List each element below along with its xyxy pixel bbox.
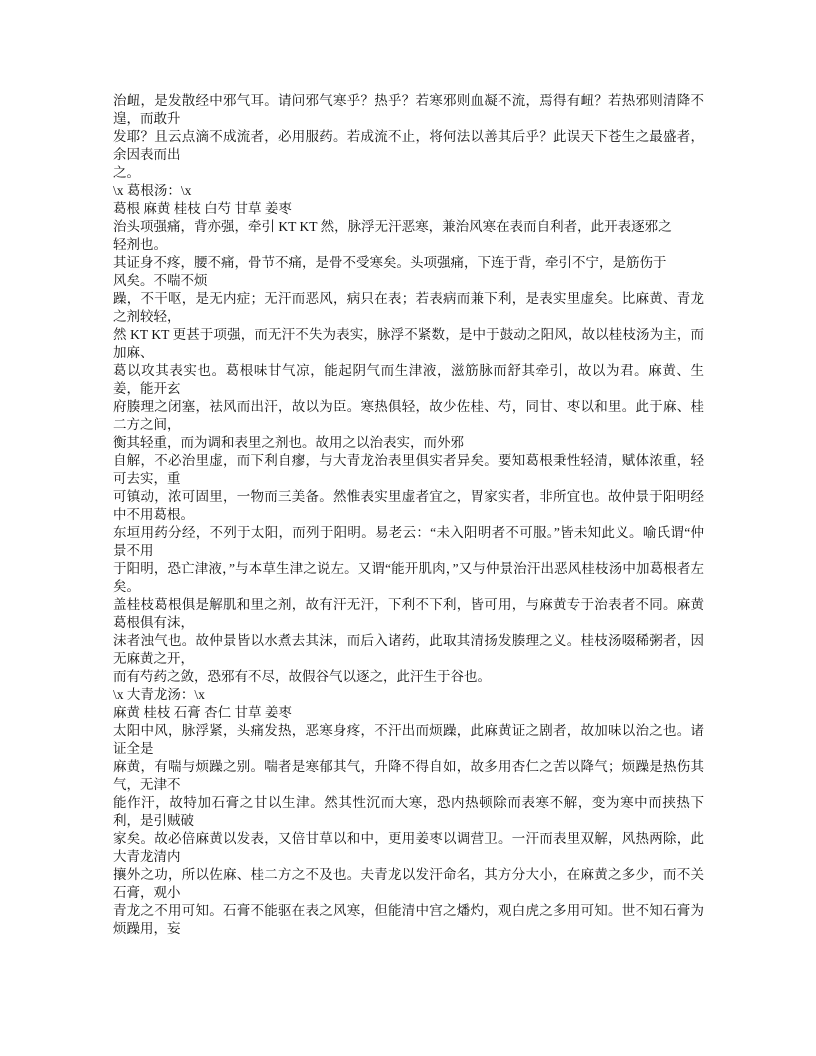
text-line: 之。	[113, 165, 140, 180]
da-qinglong-tang-header: \x 大青龙汤：\x	[113, 687, 205, 702]
text-line: 家矣。故必倍麻黄以发表，又倍甘草以和中，更用姜枣以调营卫。一汗而表里双解，风热两除，此大青龙清内	[113, 831, 704, 864]
text-line: 躁，不干呕，是无内症；无汗而恶风，病只在表；若表病而兼下利，是表实里虚矣。比麻黄、青龙之剂较轻，	[113, 291, 704, 324]
da-qinglong-tang-ingredients: 麻黄 桂枝 石膏 杏仁 甘草 姜枣	[113, 705, 292, 720]
text-line: 而有芍药之敛，恐邪有不尽，故假谷气以逐之，此汗生于谷也。	[113, 669, 491, 684]
text-line: 沫者浊气也。故仲景皆以水煮去其沫，而后入诸药，此取其清扬发腠理之义。桂枝汤啜稀粥者，因无麻黄之开，	[113, 633, 704, 666]
text-line: 衡其轻重，而为调和表里之剂也。故用之以治表实，而外邪	[113, 435, 464, 450]
text-line: 治衄，是发散经中邪气耳。请问邪气寒乎？热乎？若寒邪则血凝不流，焉得有衄？若热邪则清降不遑，而敢升	[113, 93, 704, 126]
gegen-tang-body	[113, 218, 704, 686]
text-line: 盖桂枝葛根俱是解肌和里之剂，故有汗无汗，下利不下利，皆可用，与麻黄专于治表者不同。麻黄葛根俱有沫，	[113, 597, 704, 630]
text-line: 攘外之功，所以佐麻、桂二方之不及也。夫青龙以发汗命名，其方分大小，在麻黄之多少，而不关石膏，观小	[113, 867, 704, 900]
intro-paragraph	[113, 92, 704, 182]
text-line: 太阳中风，脉浮紧，头痛发热，恶寒身疼，不汗出而烦躁，此麻黄证之剧者，故加味以治之也。诸证全是	[113, 723, 704, 756]
document-content	[113, 92, 704, 938]
text-line: 青龙之不用可知。石膏不能驱在表之风寒，但能清中宫之燔灼，观白虎之多用可知。世不知石膏为烦躁用，妄	[113, 903, 704, 936]
gegen-tang-ingredients: 葛根 麻黄 桂枝 白芍 甘草 姜枣	[113, 201, 292, 216]
text-line: 府腠理之闭塞，祛风而出汗，故以为臣。寒热俱轻，故少佐桂、芍，同甘、枣以和里。此于麻、桂二方之间，	[113, 399, 704, 432]
text-line: 东垣用药分经，不列于太阳，而列于阳明。易老云：“未入阳明者不可服。”皆未知此义。喻氏谓“仲景不用	[113, 525, 704, 558]
da-qinglong-tang-section	[113, 686, 704, 938]
text-line: 然 KT KT 更甚于项强，而无汗不失为表实，脉浮不紧数，是中于鼓动之阳风，故以桂枝汤为主，而加麻、	[113, 327, 704, 360]
text-line: 治头项强痛，背亦强，牵引 KT KT 然，脉浮无汗恶寒，兼治风寒在表而自利者，此开表逐邪之	[113, 219, 672, 234]
text-line: 轻剂也。	[113, 237, 167, 252]
text-line: 能作汗，故特加石膏之甘以生津。然其性沉而大寒，恐内热顿除而表寒不解，变为寒中而挟热下利，是引贼破	[113, 795, 704, 828]
text-line: 其证身不疼，腰不痛，骨节不痛，是骨不受寒矣。头项强痛，下连于背，牵引不宁，是筋伤于	[113, 255, 667, 270]
text-line: 发耶？且云点滴不成流者，必用服药。若成流不止，将何法以善其后乎？此误天下苍生之最盛者，余因表而出	[113, 129, 704, 162]
text-line: 风矣。不喘不烦	[113, 273, 208, 288]
da-qinglong-tang-body	[113, 722, 704, 938]
gegen-tang-header: \x 葛根汤：\x	[113, 183, 192, 198]
text-line: 于阳明，恐亡津液，”与本草生津之说左。又谓“能开肌肉，”又与仲景治汗出恶风桂枝汤中加葛根者左矣。	[113, 561, 704, 594]
gegen-tang-section	[113, 182, 704, 686]
text-line: 自解，不必治里虚，而下利自瘳，与大青龙治表里俱实者异矣。要知葛根秉性轻清，赋体浓重，轻可去实，重	[113, 453, 704, 486]
text-line: 可镇动，浓可固里，一物而三美备。然惟表实里虚者宜之，胃家实者，非所宜也。故仲景于阳明经中不用葛根。	[113, 489, 704, 522]
text-line: 葛以攻其表实也。葛根味甘气凉，能起阴气而生津液，滋筋脉而舒其牵引，故以为君。麻黄、生姜，能开玄	[113, 363, 704, 396]
text-line: 麻黄，有喘与烦躁之别。喘者是寒郁其气，升降不得自如，故多用杏仁之苦以降气；烦躁是热伤其气，无津不	[113, 759, 704, 792]
